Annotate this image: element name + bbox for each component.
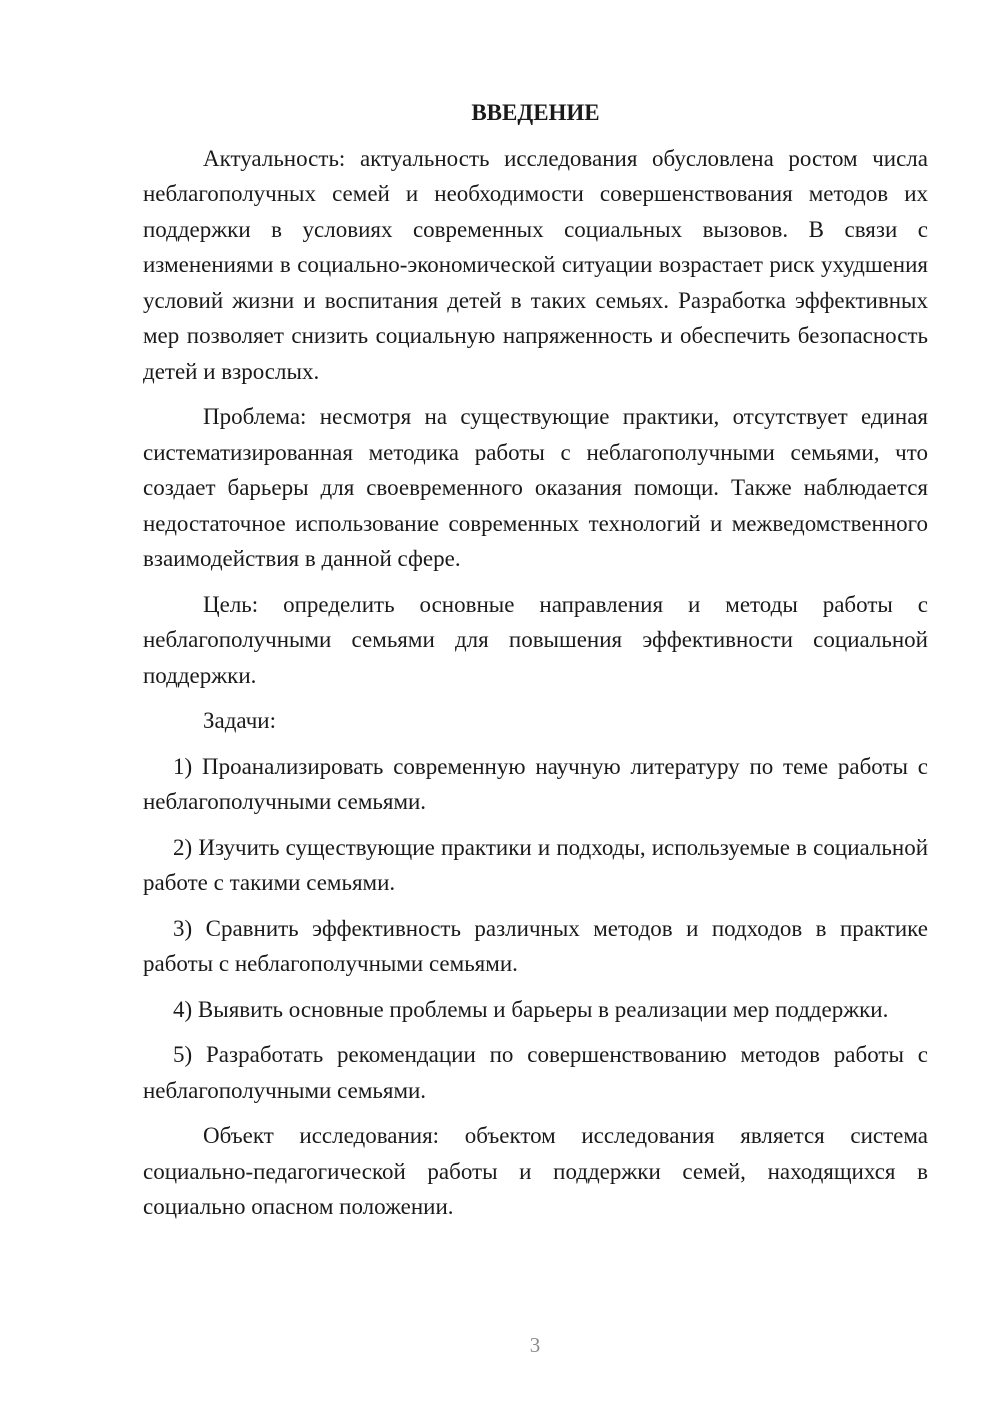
page-number: 3 [529, 1333, 541, 1357]
task-item: 1) Проанализировать современную научную литературу по теме работы с неблагополучными семьями. [143, 753, 928, 814]
relevance-paragraph: Актуальность: актуальность исследования обусловлена ростом числа неблагополучных семей и необходимости совершенствования методов их поддержки в условиях современных социальных вызовов. В связи с изменениями в социально-экономической ситуации возрастает риск ухудшения условий жизни и воспитания детей в таких семьях. Разработка эффективных мер позволяет снизить социальную напряженность и обеспечить безопасность детей и взрослых. [143, 145, 928, 384]
task-item: 5) Разработать рекомендации по совершенствованию методов работы с неблагополучными семьями. [143, 1042, 928, 1103]
object-paragraph: Объект исследования: объектом исследования является система социально-педагогической работы и поддержки семей, находящихся в социально опасном положении. [143, 1123, 928, 1219]
goal-paragraph: Цель: определить основные направления и методы работы с неблагополучными семьями для повышения эффективности социальной поддержки. [143, 591, 928, 688]
task-item: 4) Выявить основные проблемы и барьеры в реализации мер поддержки. [173, 996, 889, 1022]
tasks-label: Задачи: [203, 708, 276, 733]
problem-paragraph: Проблема: несмотря на существующие практики, отсутствует единая систематизированная методика работы с неблагополучными семьями, что создает барьеры для своевременного оказания помощи. Также наблюдается недостаточное использование современных технологий и межведомственного взаимодействия в данной сфере. [143, 404, 928, 571]
document-body [143, 95, 928, 1225]
page-title: ВВЕДЕНИЕ [471, 100, 600, 125]
tasks-list [143, 749, 928, 1109]
task-item: 2) Изучить существующие практики и подходы, используемые в социальной работе с такими семьями. [143, 834, 928, 895]
task-item: 3) Сравнить эффективность различных методов и подходов в практике работы с неблагополучными семьями. [143, 915, 928, 976]
